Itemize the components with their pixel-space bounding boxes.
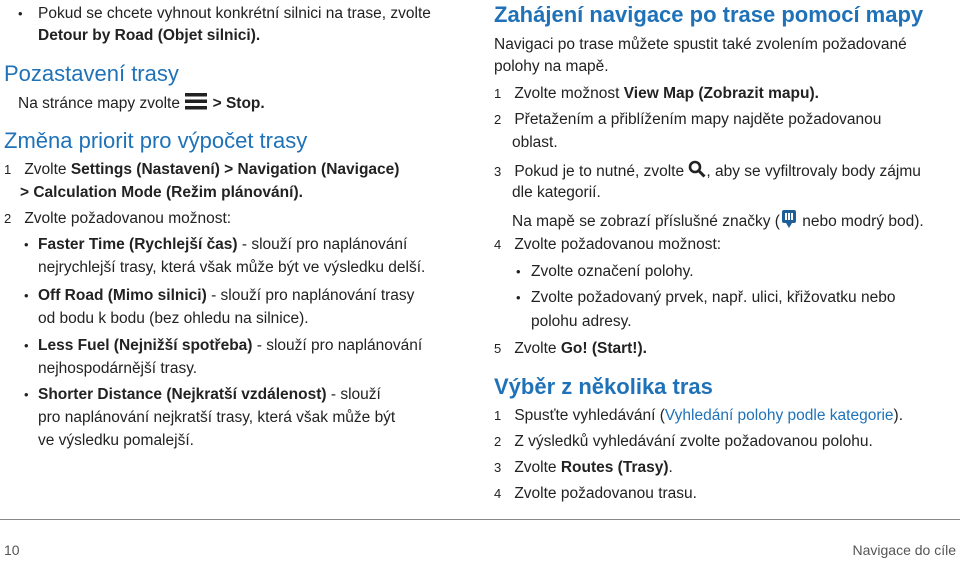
bullet-icon: •: [24, 288, 29, 303]
step-text: Zvolte možnost: [514, 85, 624, 102]
step-number: 2: [494, 112, 502, 127]
step-number: 1: [494, 408, 502, 423]
step-text: Spusťte vyhledávání (: [514, 407, 665, 424]
map-step-3: [494, 160, 921, 180]
step-text-suffix: , aby se vyfiltrovaly body zájmu: [706, 163, 921, 181]
heading-navigate-via-map: Zahájení navigace po trase pomocí mapy: [494, 2, 924, 27]
routes-step-2: [494, 432, 873, 452]
step-text: Zvolte požadovanou trasu.: [514, 485, 697, 502]
option-faster-time: [38, 235, 407, 255]
routes-step-4: [494, 484, 697, 504]
menu-icon: [184, 92, 208, 116]
map-pin-icon: [780, 209, 798, 235]
option-line2: pro naplánování nejkratší trasy, která však může být: [38, 409, 396, 426]
map-step-1: [494, 84, 819, 104]
option-line3: ve výsledku pomalejší.: [38, 432, 194, 449]
step-number: 3: [494, 460, 502, 475]
step-number: 1: [4, 162, 12, 177]
sub-option-1: Zvolte označení polohy.: [531, 263, 694, 280]
option-bold: Faster Time (Rychlejší čas): [38, 236, 238, 253]
intro-line2: polohy na mapě.: [494, 58, 609, 75]
step-text: Pokud je to nutné, zvolte: [514, 163, 685, 181]
option-bold: Off Road (Mimo silnici): [38, 287, 207, 304]
step-text: Zvolte: [514, 340, 561, 357]
bullet-icon: •: [18, 6, 23, 21]
step-text: Přetažením a přiblížením mapy najděte požadovanou: [514, 111, 882, 128]
map-step-4: [494, 235, 721, 255]
chapter-title: Navigace do cíle: [852, 542, 956, 558]
step-bold: Settings (Nastavení) > Navigation (Navigace): [70, 161, 400, 178]
step-bold: View Map (Zobrazit mapu).: [623, 85, 819, 102]
step-text-suffix: .: [668, 459, 673, 476]
bullet-icon: •: [516, 290, 521, 305]
step-bold: Go! (Start!).: [560, 340, 647, 357]
option-text: - slouží: [326, 386, 381, 403]
option-bold: Shorter Distance (Nejkratší vzdálenost): [38, 386, 327, 403]
step-number: 4: [494, 486, 502, 501]
step-number: 1: [494, 86, 502, 101]
bullet-icon: •: [516, 264, 521, 279]
routes-step-1: [494, 406, 903, 426]
routes-step-3: [494, 458, 673, 478]
step-2: [4, 209, 231, 229]
option-line2: nejrychlejší trasy, která však může být ve výsledku delší.: [38, 259, 426, 276]
intro-bullet-line2: Detour by Road (Objet silnici).: [38, 27, 261, 44]
intro-bullet-line1: Pokud se chcete vyhnout konkrétní silnici na trase, zvolte: [38, 5, 431, 22]
step-number: 4: [494, 237, 502, 252]
bullet-icon: •: [24, 387, 29, 402]
option-less-fuel: [38, 336, 422, 356]
step-1: [4, 160, 399, 180]
pause-route-text: [18, 92, 265, 112]
sub-option-2: Zvolte požadovaný prvek, např. ulici, křižovatku nebo: [531, 289, 896, 306]
heading-choose-routes: Výběr z několika tras: [494, 374, 713, 399]
link-search-by-category[interactable]: Vyhledání polohy podle kategorie: [664, 407, 894, 424]
page-number: 10: [4, 542, 20, 558]
map-step-5: [494, 339, 647, 359]
pause-route-suffix: > Stop.: [212, 95, 265, 113]
option-bold: Less Fuel (Nejnižší spotřeba): [38, 337, 253, 354]
step-text: Zvolte: [514, 459, 561, 476]
step-number: 2: [494, 434, 502, 449]
step-bold: Routes (Trasy): [560, 459, 669, 476]
step-text: Zvolte požadovanou možnost:: [514, 236, 722, 253]
option-text: - slouží pro naplánování: [237, 236, 408, 253]
option-text: - slouží pro naplánování: [252, 337, 423, 354]
option-line2: od bodu k bodu (bez ohledu na silnice).: [38, 310, 309, 327]
footer-divider: [0, 519, 960, 520]
map-note: [512, 209, 924, 229]
option-off-road: [38, 286, 414, 306]
step-number: 5: [494, 341, 502, 356]
step-number: 2: [4, 211, 12, 226]
search-icon: [688, 160, 706, 184]
step-text: Zvolte požadovanou možnost:: [24, 210, 232, 227]
map-step-2-line2: oblast.: [512, 134, 558, 151]
bullet-icon: •: [24, 338, 29, 353]
step-text: Z výsledků vyhledávání zvolte požadovanou polohu.: [514, 433, 873, 450]
step-text-suffix: ).: [893, 407, 904, 424]
sub-option-2-line2: polohu adresy.: [531, 313, 632, 330]
intro-line1: Navigaci po trase můžete spustit také zvolením požadované: [494, 36, 907, 53]
map-step-2: [494, 110, 881, 130]
pause-route-prefix: Na stránce mapy zvolte: [18, 95, 180, 113]
note-suffix: nebo modrý bod).: [797, 213, 924, 231]
map-step-3-line2: dle kategorií.: [512, 184, 601, 201]
step-number: 3: [494, 164, 502, 180]
bullet-icon: •: [24, 237, 29, 252]
step-1-line2: > Calculation Mode (Režim plánování).: [20, 184, 303, 201]
heading-pause-route: Pozastavení trasy: [4, 61, 179, 86]
option-text: - slouží pro naplánování trasy: [206, 287, 415, 304]
heading-change-priorities: Změna priorit pro výpočet trasy: [4, 128, 308, 153]
step-text: Zvolte: [24, 161, 67, 178]
option-shorter-distance: [38, 385, 381, 405]
option-line2: nejhospodárnější trasy.: [38, 360, 198, 377]
note-prefix: Na mapě se zobrazí příslušné značky (: [512, 213, 780, 231]
